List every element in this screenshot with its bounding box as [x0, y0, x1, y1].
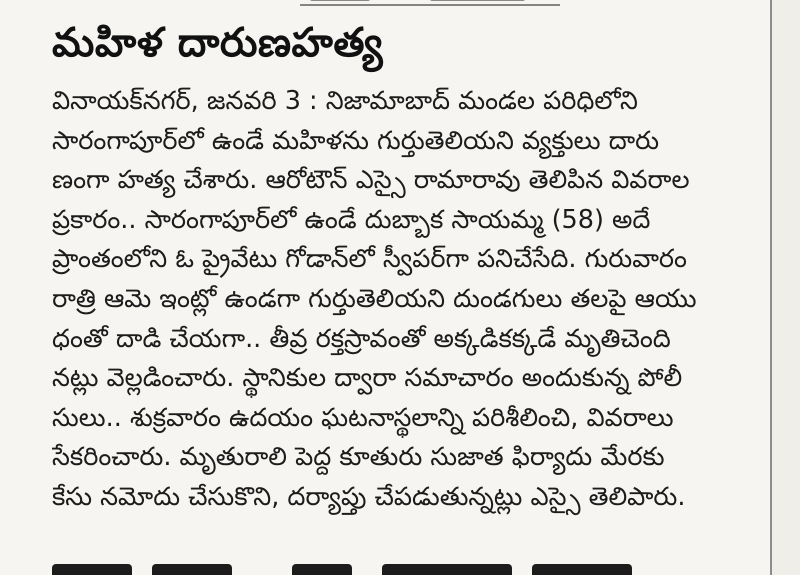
article-line: నట్లు వెల్లడించారు. స్థానికుల ద్వారా సమాచారం అందుకున్న పోలీ	[52, 363, 683, 394]
article-line: సారంగాపూర్‌లో ఉండే మహిళను గుర్తుతెలియని వ్యక్తులు దారు	[52, 125, 660, 156]
article-body	[52, 82, 762, 518]
adjacent-column-margin	[772, 0, 800, 575]
next-article-headline-fragment	[52, 562, 722, 575]
article-line: సులు.. శుక్రవారం ఉదయం ఘటనాస్థలాన్ని పరిశీలించి, వివరాలు	[52, 402, 674, 433]
article-line: వినాయక్‌నగర్, జనవరి 3 : నిజామాబాద్ మండల పరిధిలోని	[52, 86, 638, 116]
previous-article-fragment	[300, 0, 560, 6]
article-line: ప్రకారం.. సారంగాపూర్‌లో ఉండే దుబ్బాక సాయమ్మ (58) అదే	[52, 204, 651, 235]
cut-off-text-fragment	[310, 0, 370, 1]
article-line: ణంగా హత్య చేశారు. ఆరోటౌన్ ఎస్సై రామారావు తెలిపిన వివరాల	[52, 165, 690, 196]
article-line: సేకరించారు. మృతురాలి పెద్ద కూతురు సుజాత ఫిర్యాదు మేరకు	[52, 442, 665, 473]
article-line: ప్రాంతంలోని ఓ ప్రైవేటు గోడాన్‌లో స్వీపర్‌గా పనిచేసేది. గురువారం	[52, 244, 687, 275]
article-line: రాత్రి ఆమె ఇంట్లో ఉండగా గుర్తుతెలియని దుండగులు తలపై ఆయు	[52, 283, 697, 314]
cut-off-text-fragment	[382, 564, 512, 575]
cut-off-text-fragment	[152, 564, 232, 575]
cut-off-text-fragment	[430, 0, 525, 1]
article-line: కేసు నమోదు చేసుకొని, దర్యాప్తు చేపడుతున్నట్లు ఎస్సై తెలిపారు.	[52, 481, 686, 512]
article-line: ధంతో దాడి చేయగా.. తీవ్ర రక్తస్రావంతో అక్కడికక్కడే మృతిచెంది	[52, 323, 671, 354]
cut-off-text-fragment	[292, 564, 352, 575]
cut-off-text-fragment	[52, 564, 132, 575]
article-headline: మహిళ దారుణహత్య	[52, 20, 384, 66]
cut-off-text-fragment	[532, 564, 632, 575]
